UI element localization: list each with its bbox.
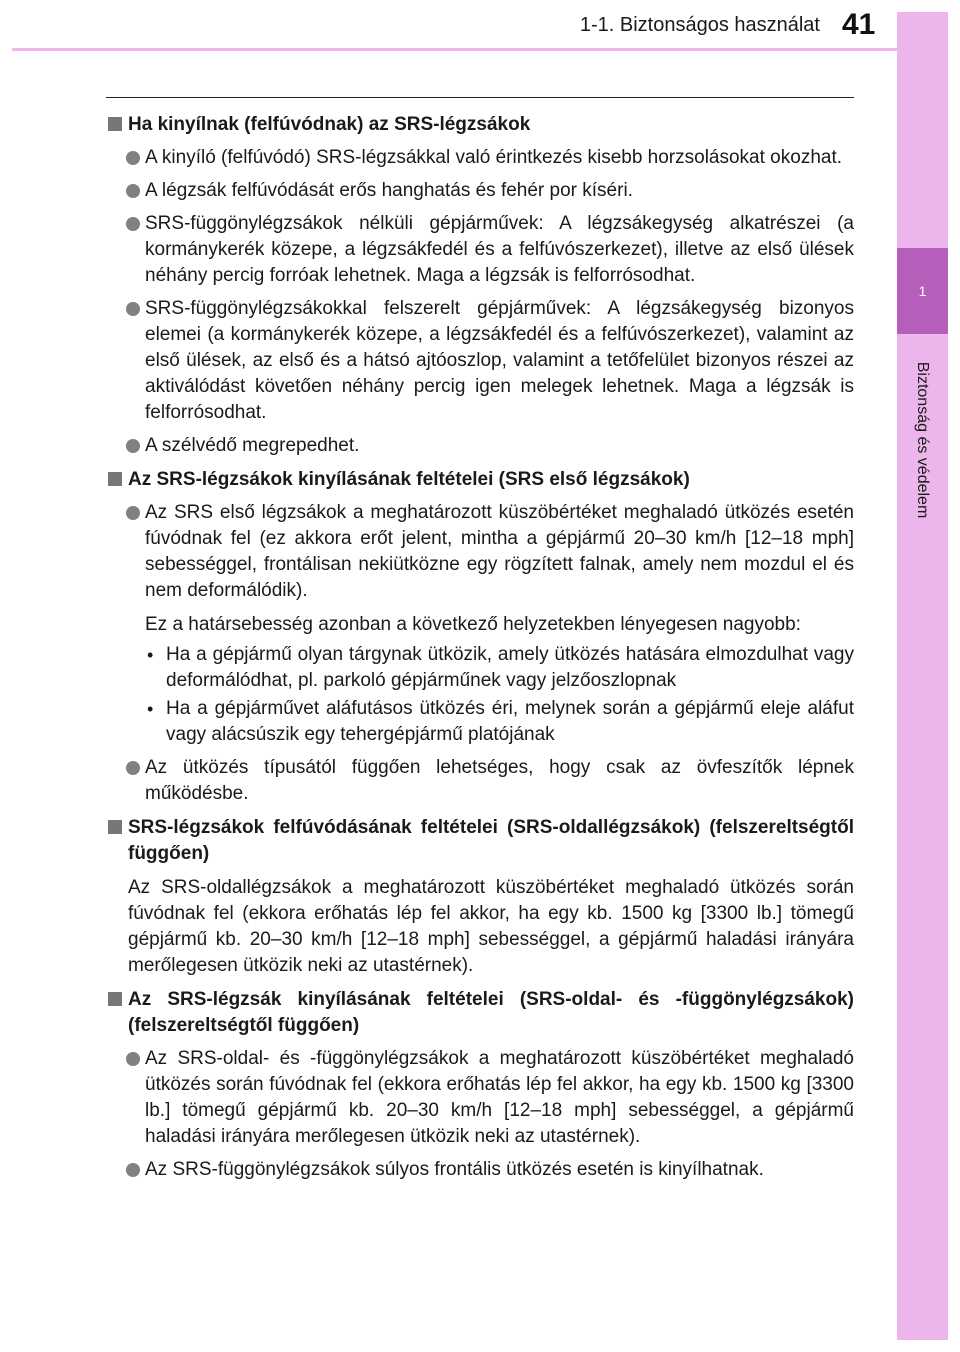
- chapter-number: 1: [918, 283, 927, 299]
- bullet-item: SRS-függönylégzsákok nélküli gépjárművek: A légzsákegység alkatrészei (a kormánykerék közepe, a légzsákfedél és a felfúvószerkezet), illetve az első ülések néhány percig forróak lehetnek. Maga a légzsák is felforrósodhat.: [106, 211, 854, 289]
- bullet-item: A kinyíló (felfúvódó) SRS-légzsákkal való érintkezés kisebb horzsolásokat okozhat.: [106, 145, 854, 171]
- bullet-item: Az SRS első légzsákok a meghatározott küszöbértéket meghaladó ütközés esetén fúvódnak fel (ez akkora erőt jelent, mintha a gépjármű 20–30 km/h [12–18 mph] sebességgel, frontálisan nekiütközne egy rögzített falnak, amely nem mozdul el és nem deformálódik).: [106, 500, 854, 604]
- section-heading: Az SRS-légzsák kinyílásának feltételei (SRS-oldal- és -függönylégzsákok) (felszereltségtől függően): [106, 987, 854, 1039]
- section-heading: Az SRS-légzsákok kinyílásának feltételei (SRS első légzsákok): [106, 467, 854, 493]
- chapter-label: Biztonság és védelem: [914, 361, 931, 519]
- bullet-item: A légzsák felfúvódását erős hanghatás és fehér por kíséri.: [106, 178, 854, 204]
- header-divider: [12, 48, 948, 51]
- paragraph: Ez a határsebesség azonban a következő helyzetekben lényegesen nagyobb:: [145, 614, 801, 635]
- dot-item: • Ha a gépjármű olyan tárgynak ütközik, amely ütközés hatására elmozdulhat vagy deformálódhat, pl. parkoló gépjárműnek vagy jelzőoszlopnak: [106, 642, 854, 694]
- bullet-item: Az ütközés típusától függően lehetséges, hogy csak az övfeszítők lépnek működésbe.: [106, 755, 854, 807]
- paragraph: Az SRS-oldallégzsákok a meghatározott küszöbértéket meghaladó ütközés során fúvódnak fel (ekkora erőhatás lép fel akkor, ha egy kb. 1500 kg [3300 lb.] tömegű gépjármű kb. 20–30 km/h [12–18 mph] sebességgel, a gépjármű haladási irányára merőlegesen ütközik neki az utastérnek).: [128, 877, 854, 976]
- chapter-number-box: [897, 248, 948, 334]
- bullet-item: SRS-függönylégzsákokkal felszerelt gépjárművek: A légzsákegység bizonyos elemei (a kormánykerék közepe, a légzsákfedél és a felfúvószerkezet), valamint az első ülések, az első és a hátsó ajtóoszlop, valamint a tetőfelület bizonyos részei az aktiválódást követően néhány percig igen melegek lehetnek. Maga a légzsák is felforrósodhat.: [106, 296, 854, 426]
- section-title: 1-1. Biztonságos használat: [579, 14, 820, 36]
- content-top-rule: [106, 97, 854, 98]
- bullet-item: Az SRS-függönylégzsákok súlyos frontális ütközés esetén is kinyílhatnak.: [106, 1157, 854, 1183]
- chapter-side-tab: [897, 12, 948, 1340]
- page-number: 41: [842, 8, 876, 41]
- section-heading: Ha kinyílnak (felfúvódnak) az SRS-légzsákok: [106, 112, 854, 138]
- bullet-item: Az SRS-oldal- és -függönylégzsákok a meghatározott küszöbértéket meghaladó ütközés során fúvódnak fel (ekkora erőhatás lép fel akkor, ha egy kb. 1500 kg [3300 lb.] tömegű gépjármű kb. 20–30 km/h [12–18 mph] sebességgel, a gépjármű haladási irányára merőlegesen ütközik neki az utastérnek).: [106, 1046, 854, 1150]
- page-content: [106, 104, 854, 1183]
- dot-item: • Ha a gépjárművet aláfutásos ütközés éri, melynek során a gépjármű eleje aláfut vagy alácsúszik egy tehergépjármű platójának: [106, 696, 854, 748]
- section-heading: SRS-légzsákok felfúvódásának feltételei (SRS-oldallégzsákok) (felszereltségtől függően): [106, 815, 854, 867]
- bullet-item: A szélvédő megrepedhet.: [106, 433, 854, 459]
